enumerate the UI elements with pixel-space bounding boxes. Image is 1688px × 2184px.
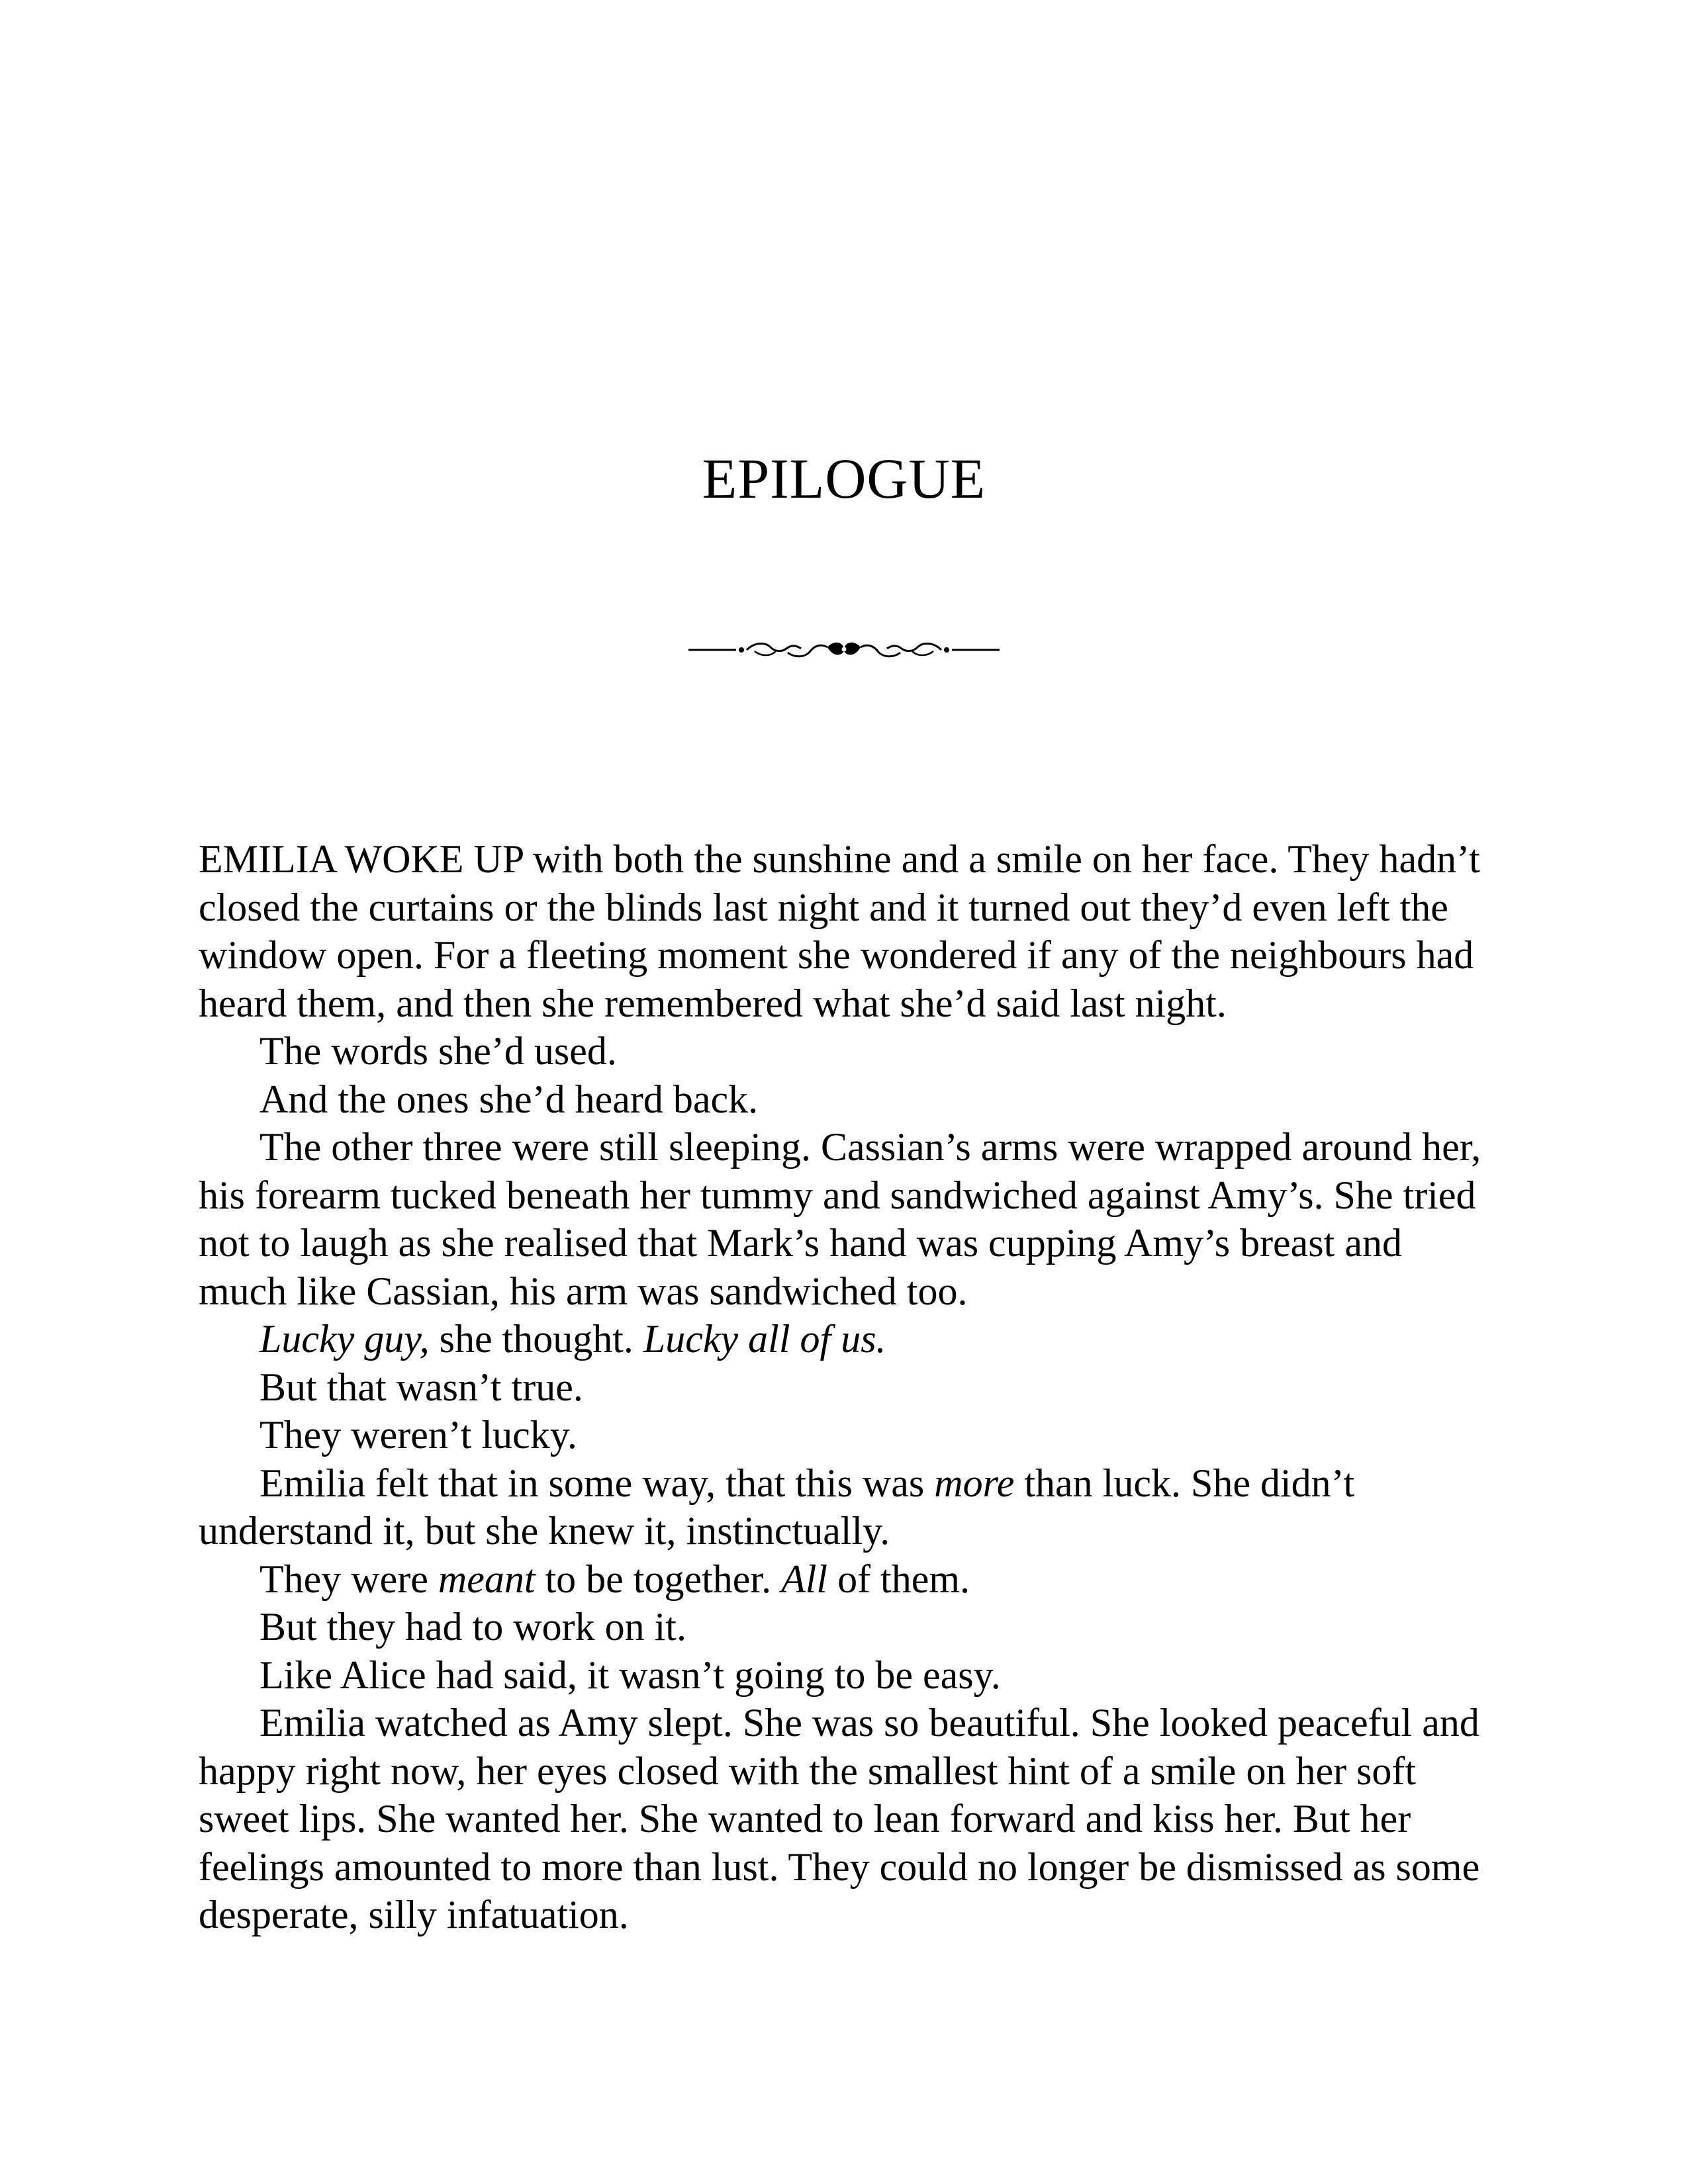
- text-run: to be together.: [535, 1557, 782, 1601]
- text-run: EMILIA WOKE UP with both the sunshine and a smile on her face. They hadn’t closed the curtains or the blinds last night and it turned out they’d even left the window open. For a fleeting moment she wondered if any of the neighbours had heard them, and then she remembered what she’d said last night.: [199, 837, 1480, 1025]
- text-run: Emilia watched as Amy slept. She was so beautiful. She looked peaceful and happy right now, her eyes closed with the smallest hint of a smile on her soft sweet lips. She wanted her. She wanted to lean forward and kiss her. But her feelings amounted to more than lust. They could no longer be dismissed as some desperate, silly infatuation.: [199, 1701, 1480, 1936]
- text-run: Like Alice had said, it wasn’t going to be easy.: [259, 1653, 1001, 1697]
- italic-text-run: more: [934, 1461, 1015, 1505]
- chapter-title: EPILOGUE: [702, 447, 986, 510]
- paragraph: [199, 1603, 1489, 1651]
- italic-text-run: Lucky guy,: [259, 1317, 430, 1361]
- paragraph: [199, 1363, 1489, 1412]
- paragraph: [199, 835, 1489, 1027]
- text-run: The words she’d used.: [259, 1029, 617, 1073]
- text-run: The other three were still sleeping. Cassian’s arms were wrapped around her, his forearm tucked beneath her tummy and sandwiched against Amy’s. She tried not to laugh as she realised that Mark’s hand was cupping Amy’s breast and much like Cassian, his arm was sandwiched too.: [199, 1125, 1481, 1313]
- text-run: Emilia felt that in some way, that this was: [259, 1461, 935, 1505]
- text-run: But that wasn’t true.: [259, 1365, 583, 1409]
- paragraph: [199, 1651, 1489, 1700]
- paragraph: [199, 1075, 1489, 1124]
- flourish-divider-icon: [688, 637, 1000, 663]
- paragraph: [199, 1699, 1489, 1939]
- text-run: than luck. She didn’t understand it, but she knew it, instinctually.: [199, 1461, 1355, 1553]
- paragraph: [199, 1315, 1489, 1363]
- italic-text-run: meant: [438, 1557, 536, 1601]
- paragraph: [199, 1555, 1489, 1604]
- text-run: But they had to work on it.: [259, 1605, 686, 1649]
- italic-text-run: Lucky all of us.: [643, 1317, 886, 1361]
- paragraph: [199, 1123, 1489, 1315]
- italic-text-run: All: [781, 1557, 828, 1601]
- text-run: They were: [259, 1557, 438, 1601]
- paragraph: [199, 1027, 1489, 1075]
- text-run: And the ones she’d heard back.: [259, 1077, 759, 1121]
- paragraph: [199, 1459, 1489, 1555]
- text-run: she thought.: [429, 1317, 643, 1361]
- text-run: They weren’t lucky.: [259, 1413, 577, 1457]
- text-run: of them.: [827, 1557, 970, 1601]
- paragraph: [199, 1411, 1489, 1459]
- chapter-body: [199, 835, 1489, 1939]
